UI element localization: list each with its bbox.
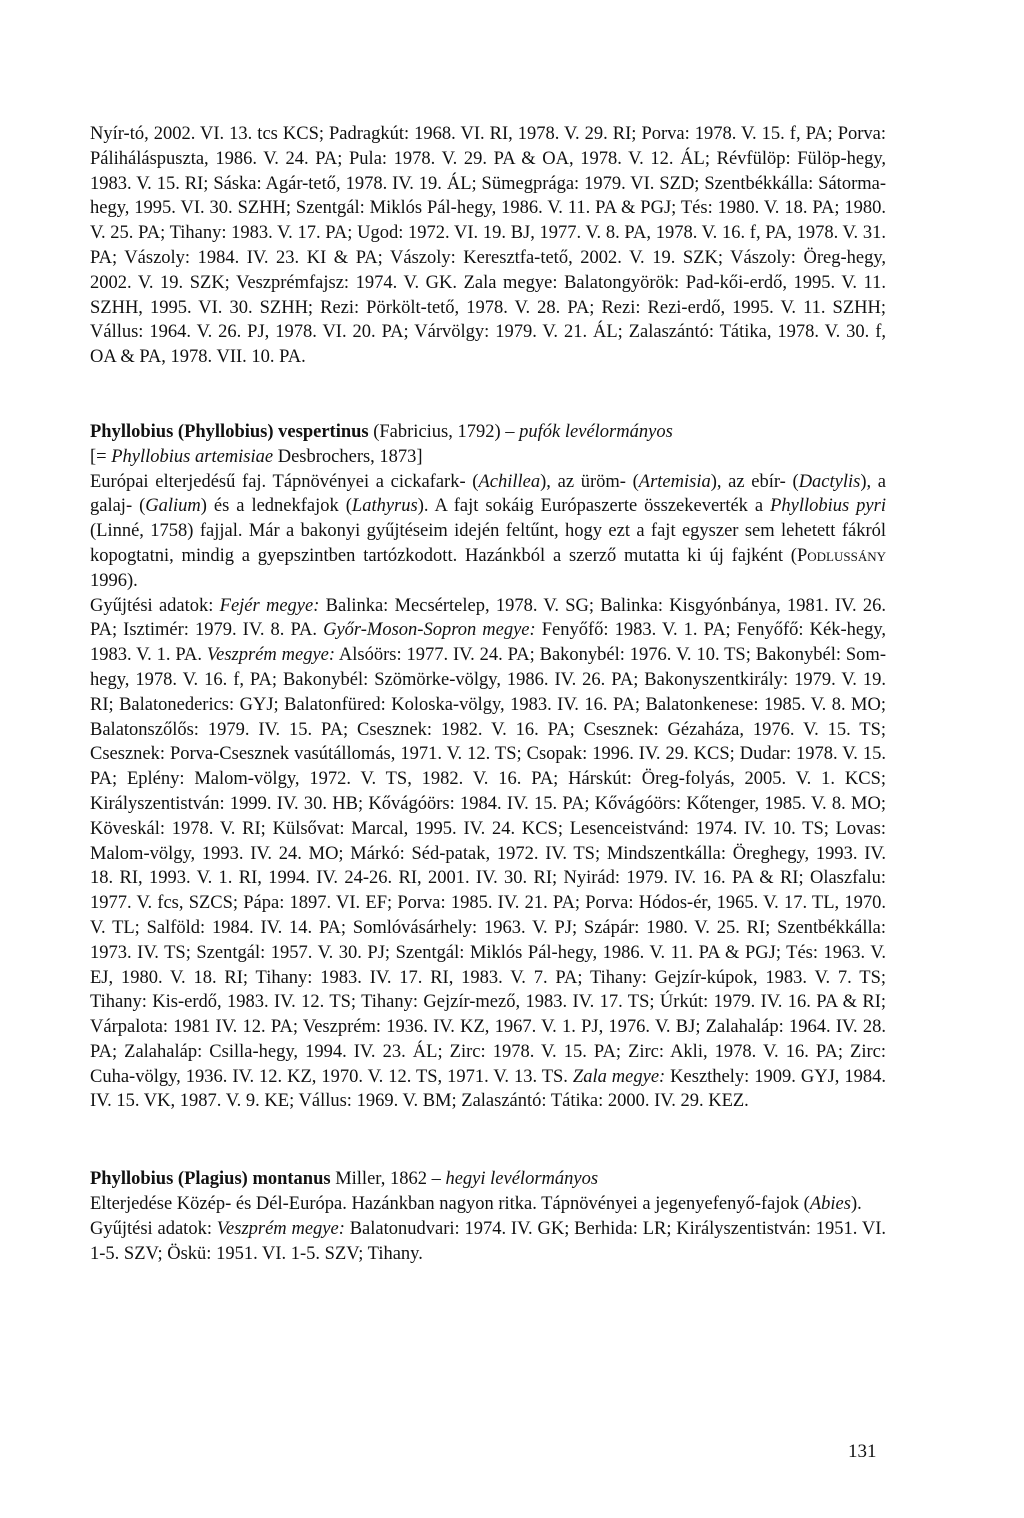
genus-italic: Lathyrus xyxy=(351,496,418,517)
records-text: Fenyőfő: 1983. V. 1. PA; Fenyőfő: Kék-hegy, 1983. V. 1. PA. xyxy=(90,620,887,666)
collection-records xyxy=(90,594,886,1115)
county-name: Zala megye: xyxy=(572,1066,666,1087)
records-text: Alsóörs: 1977. IV. 24. PA; Bakonybél: 1976. V. 10. TS; Bakonybél: Som-hegy, 1978. V. 16. f, PA; Bakonybél: Szömörke-völgy, 1986. IV. 26. PA; Bakonyszentkirály: 1979. V. 19. RI; Balatonederics: GYJ; Balatonfüred: Koloska-völgy, 1983. IV. 16. PA; Balatonkenese: 1985. V. 8. MO; Balatonszőlős: 1979. IV. 15. PA; Csesznek: 1982. V. 16. PA; Csesznek: Gézaháza, 1976. V. 15. TS; Csesznek: Porva-Csesznek vasútállomás, 1971. V. 12. TS; Csopak: 1996. IV. 29. KCS; Dudar: 1978. V. 15. PA; Eplény: Malom-völgy, 1972. V. TS, 1982. V. 16. PA; Hárskút: Öreg-folyás, 2005. V. 1. KCS; Királyszentistván: 1999. IV. 30. HB; Kővágóörs: 1984. IV. 15. PA; Kővágóörs: Kőtenger, 1985. V. 8. MO; Köveskál: 1978. V. RI; Külsővat: Marcal, 1995. IV. 24. KCS; Lesenceistvánd: 1974. IV. 10. TS; Lovas: Malom-völgy, 1993. IV. 24. MO; Márkó: Séd-patak, 1972. IV. TS; Mindszentkálla: Öreghegy, 1993. IV. 18. RI, 1993. V. 1. RI, 1994. IV. 24-26. RI, 2001. IV. 30. RI; Nyirád: 1979. IV. 16. PA & RI; Olaszfalu: 1977. V. fcs, SZCS; Pápa: 1897. VI. EF; Porva: 1985. IV. 21. PA; Porva: Hódos-ér, 1965. V. 17. TL, 1970. V. TL; Salföld: 1984. IV. 14. PA; Somlóvásárhely: 1963. V. PJ; Szápár: 1980. V. 25. RI; Szentbékkálla: 1973. IV. TS; Szentgál: 1957. V. 30. PJ; Szentgál: Miklós Pál-hegy, 1986. V. 11. PA & PGJ; Tés: 1963. V. EJ, 1980. V. 18. RI; Tihany: 1983. IV. 17. RI, 1983. V. 7. PA; Tihany: Gejzír-kúpok, 1983. V. 7. TS; Tihany: Kis-erdő, 1983. IV. 12. TS; Tihany: Gejzír-mező, 1983. IV. 17. TS; Úrkút: 1979. IV. 16. PA & RI; Várpalota: 1981 IV. 12. PA; Veszprém: 1936. IV. KZ, 1967. V. 1. PJ, 1976. V. BJ; Zalahaláp: 1964. IV. 28. PA; Zalahaláp: Csilla-hegy, 1994. IV. 23. ÁL; Zirc: 1978. V. 15. PA; Zirc: Akli, 1978. V. 16. PA; Zirc: Cuha-völgy, 1936. IV. 12. KZ, 1970. V. 12. TS, 1971. V. 13. TS. xyxy=(90,645,886,1087)
county-name: Veszprém megye: xyxy=(216,1218,345,1239)
records-text: Balatonudvari: 1974. IV. GK; Berhida: LR; Királyszentistván: 1951. VI. 1-5. SZV; Öskü: 1951. VI. 1-5. SZV; Tihany. xyxy=(90,1218,886,1264)
records-label: Gyűjtési adatok: xyxy=(90,595,220,616)
section-spacer xyxy=(90,1114,886,1167)
subgenus-name: (Plagius) xyxy=(177,1169,248,1190)
desc-text: ), az ebír- ( xyxy=(710,471,799,492)
desc-text: ). A fajt sokáig Európaszerte összekeverték a xyxy=(417,496,771,517)
genus-italic: Achillea xyxy=(478,471,541,492)
species-epithet: vespertinus xyxy=(278,421,369,442)
desc-text: Európai elterjedésű faj. Tápnövényei a cickafark- ( xyxy=(90,471,479,492)
section-spacer xyxy=(90,370,886,420)
desc-text: Elterjedése Közép- és Dél-Európa. Hazánkban nagyon ritka. Tápnövényei a jegenyefenyő-fajok ( xyxy=(90,1194,810,1215)
species-author: (Fabricius, 1792) xyxy=(373,421,501,442)
common-name: hegyi levélormányos xyxy=(445,1169,599,1190)
desc-text: ) és a lednekfajok ( xyxy=(200,496,352,517)
collection-records xyxy=(90,1217,886,1267)
desc-text: ), az üröm- ( xyxy=(540,471,639,492)
author-smallcaps: Podlussány xyxy=(796,545,886,566)
desc-text: (Linné, 1758) fajjal. Már a bakonyi gyűjtéseim idején feltűnt, hogy ezt a fajt egyszer sem lehetett fákról kopogtatni, mindig a gyepszintben tartózkodott. Hazánkból a szerző mutatta ki új fajként ( xyxy=(90,521,886,566)
genus-name: Phyllobius xyxy=(90,421,174,442)
genus-name: Phyllobius xyxy=(90,1169,174,1190)
subgenus-name: (Phyllobius) xyxy=(177,421,274,442)
synonym-author: Desbrochers, 1873] xyxy=(273,446,423,467)
genus-italic: Abies xyxy=(809,1194,851,1215)
species-block-vespertinus xyxy=(90,420,886,1114)
records-label: Gyűjtési adatok: xyxy=(90,1218,217,1239)
records-text: Balinka: Mecsértelep, 1978. V. SG; Balinka: Kisgyónbánya, 1981. IV. 26. PA; Isztimér: 1979. IV. 8. PA. xyxy=(90,595,886,641)
heading-dash: – xyxy=(500,421,520,442)
synonym-name: Phyllobius artemisiae xyxy=(111,446,274,467)
county-name: Fejér megye: xyxy=(219,595,320,616)
species-heading xyxy=(90,1167,886,1192)
county-name: Győr-Moson-Sopron megye: xyxy=(323,620,536,641)
county-name: Veszprém megye: xyxy=(206,645,336,666)
synonym-line xyxy=(90,445,886,470)
intro-records-paragraph xyxy=(90,122,886,370)
desc-text: 1996). xyxy=(90,570,138,591)
genus-italic: Artemisia xyxy=(638,471,711,492)
species-epithet: montanus xyxy=(252,1169,331,1190)
genus-italic: Galium xyxy=(145,496,201,517)
intro-records-text: Nyír-tó, 2002. VI. 13. tcs KCS; Padragkút: 1968. VI. RI, 1978. V. 29. RI; Porva: 1978. V. 15. f, PA; Porva: Páliháláspuszta, 1986. V. 24. PA; Pula: 1978. V. 29. PA & OA, 1978. V. 12. ÁL; Révfülöp: Fülöp-hegy, 1983. V. 15. RI; Sáska: Agár-tető, 1978. IV. 19. ÁL; Sümegprága: 1979. VI. SZD; Szentbékkálla: Sátorma-hegy, 1995. VI. 30. SZHH; Szentgál: Miklós Pál-hegy, 1986. V. 11. PA & PGJ; Tés: 1980. V. 18. PA; 1980. V. 25. PA; Tihany: 1983. V. 17. PA; Ugod: 1972. VI. 19. BJ, 1977. V. 8. PA, 1978. V. 16. f, PA, 1978. V. 31. PA; Vászoly: 1984. IV. 23. KI & PA; Vászoly: Keresztfa-tető, 2002. V. 19. SZK; Vászoly: Öreg-hegy, 2002. V. 19. SZK; Veszprémfajsz: 1974. V. GK. Zala megye: Balatongyörök: Pad-kői-erdő, 1995. V. 11. SZHH, 1995. VI. 30. SZHH; Rezi: Pörkölt-tető, 1978. V. 28. PA; Rezi: Rezi-erdő, 1995. V. 11. SZHH; Vállus: 1964. V. 26. PJ, 1978. VI. 20. PA; Várvölgy: 1979. V. 21. ÁL; Zalaszántó: Tátika, 1978. V. 30. f, OA & PA, 1978. VII. 10. PA. xyxy=(90,124,886,368)
genus-italic: Phyllobius pyri xyxy=(770,496,886,517)
species-description xyxy=(90,470,886,594)
common-name: pufók levélormányos xyxy=(519,421,673,442)
page-number: 131 xyxy=(848,1441,877,1462)
species-description xyxy=(90,1192,886,1217)
genus-italic: Dactylis xyxy=(798,471,861,492)
species-block-montanus xyxy=(90,1167,886,1266)
page-content xyxy=(90,122,886,1266)
desc-text: ). xyxy=(850,1194,862,1215)
heading-dash: – xyxy=(426,1169,446,1190)
records-text: Keszthely: 1909. GYJ, 1984. IV. 15. VK, 1987. V. 9. KE; Vállus: 1969. V. BM; Zalaszántó: Tátika: 2000. IV. 29. KEZ. xyxy=(90,1066,886,1112)
desc-text: ), a galaj- ( xyxy=(90,471,887,517)
synonym-bracket: [= xyxy=(90,446,112,467)
species-author: Miller, 1862 xyxy=(335,1169,427,1190)
species-heading xyxy=(90,420,886,445)
